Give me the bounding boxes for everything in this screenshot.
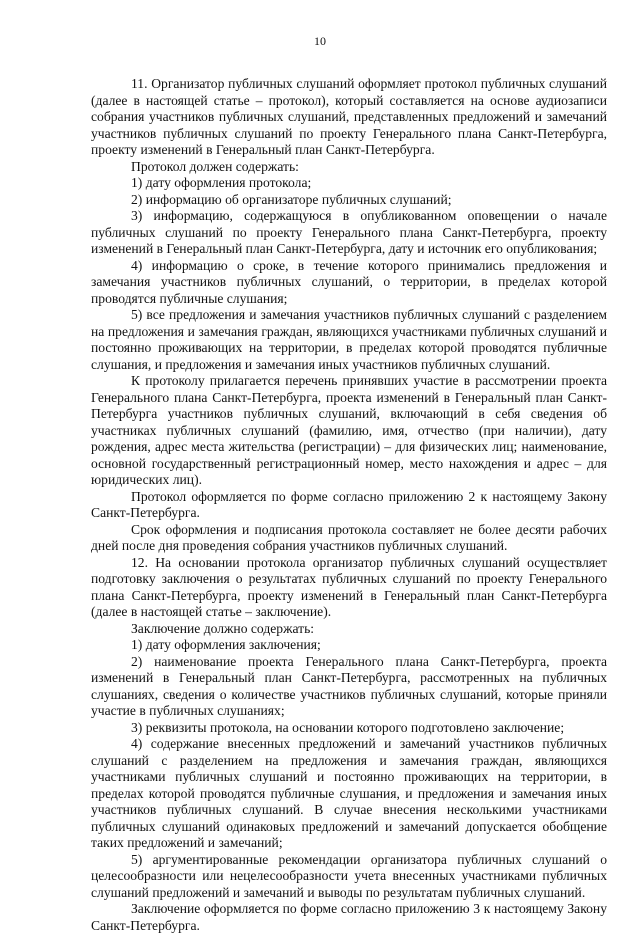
paragraph: 5) все предложения и замечания участников публичных слушаний с разделением на предложения и замечания граждан, являющихся участниками публичных слушаний и постоянно проживающих на территории, в пределах которой проводятся публичные слушания, и предложения и замечания иных участников публичных слушаний. bbox=[91, 307, 607, 372]
document-body bbox=[91, 76, 607, 934]
paragraph: 11. Организатор публичных слушаний оформляет протокол публичных слушаний (далее в настоящей статье – протокол), который составляется на основе аудиозаписи собрания участников публичных слушаний, представленных предложений и замечаний участников публичных слушаний по проекту Генерального плана Санкт-Петербурга, проекту изменений в Генеральный план Санкт-Петербурга. bbox=[91, 76, 607, 157]
paragraph: 4) содержание внесенных предложений и замечаний участников публичных слушаний с разделением на предложения и замечания граждан, являющихся участниками публичных слушаний и постоянно проживающих на территории, в пределах которой проводятся публичные слушания, и предложения и замечания иных участников публичных слушаний. В случае внесения несколькими участниками публичных слушаний одинаковых предложений и замечаний допускается обобщение таких предложений и замечаний; bbox=[91, 736, 607, 850]
paragraph: 1) дату оформления протокола; bbox=[131, 175, 312, 190]
paragraph: 4) информацию о сроке, в течение которого принимались предложения и замечания участников публичных слушаний, о территории, в пределах которой проводятся публичные слушания; bbox=[91, 257, 607, 306]
paragraph: К протоколу прилагается перечень принявших участие в рассмотрении проекта Генерального плана Санкт-Петербурга, проекта изменений в Генеральный план Санкт-Петербурга участников публичных слушаний, включающий в себя сведения об участниках публичных слушаний (фамилию, имя, отчество (при наличии), дату рождения, адрес места жительства (регистрации) – для физических лиц; наименование, основной государственный регистрационный номер, место нахождения и адрес – для юридических лиц). bbox=[91, 373, 607, 487]
paragraph: Протокол оформляется по форме согласно приложению 2 к настоящему Закону Санкт-Петербурга. bbox=[91, 488, 607, 520]
paragraph: 12. На основании протокола организатор публичных слушаний осуществляет подготовку заключения о результатах публичных слушаний по проекту Генерального плана Санкт-Петербурга, проекту изменений в Генеральный план Санкт-Петербурга (далее в настоящей статье – заключение). bbox=[91, 554, 607, 619]
paragraph: 1) дату оформления заключения; bbox=[131, 637, 321, 652]
paragraph: 2) наименование проекта Генерального плана Санкт-Петербурга, проекта изменений в Генеральный план Санкт-Петербурга, рассмотренных на публичных слушаниях, сведения о количестве участников публичных слушаний, которые приняли участие в публичных слушаниях; bbox=[91, 653, 607, 718]
paragraph: Заключение оформляется по форме согласно приложению 3 к настоящему Закону Санкт-Петербурга. bbox=[91, 901, 607, 933]
paragraph: 3) реквизиты протокола, на основании которого подготовлено заключение; bbox=[131, 719, 565, 735]
paragraph: 2) информацию об организаторе публичных слушаний; bbox=[131, 191, 452, 207]
paragraph: 3) информацию, содержащуюся в опубликованном оповещении о начале публичных слушаний по проекту Генерального плана Санкт-Петербурга, проекту изменений в Генеральный план Санкт-Петербурга, дату и источник его опубликования; bbox=[91, 208, 607, 256]
paragraph: Срок оформления и подписания протокола составляет не более десяти рабочих дней после дня проведения собрания участников публичных слушаний. bbox=[91, 521, 607, 553]
paragraph: Заключение должно содержать: bbox=[131, 620, 315, 636]
paragraph: Протокол должен содержать: bbox=[131, 158, 299, 174]
paragraph: 5) аргументированные рекомендации организатора публичных слушаний о целесообразности или нецелесообразности учета внесенных участниками публичных слушаний предложений и замечаний и выводы по результатам публичных слушаний. bbox=[91, 851, 607, 900]
page-number: 10 bbox=[314, 34, 326, 48]
